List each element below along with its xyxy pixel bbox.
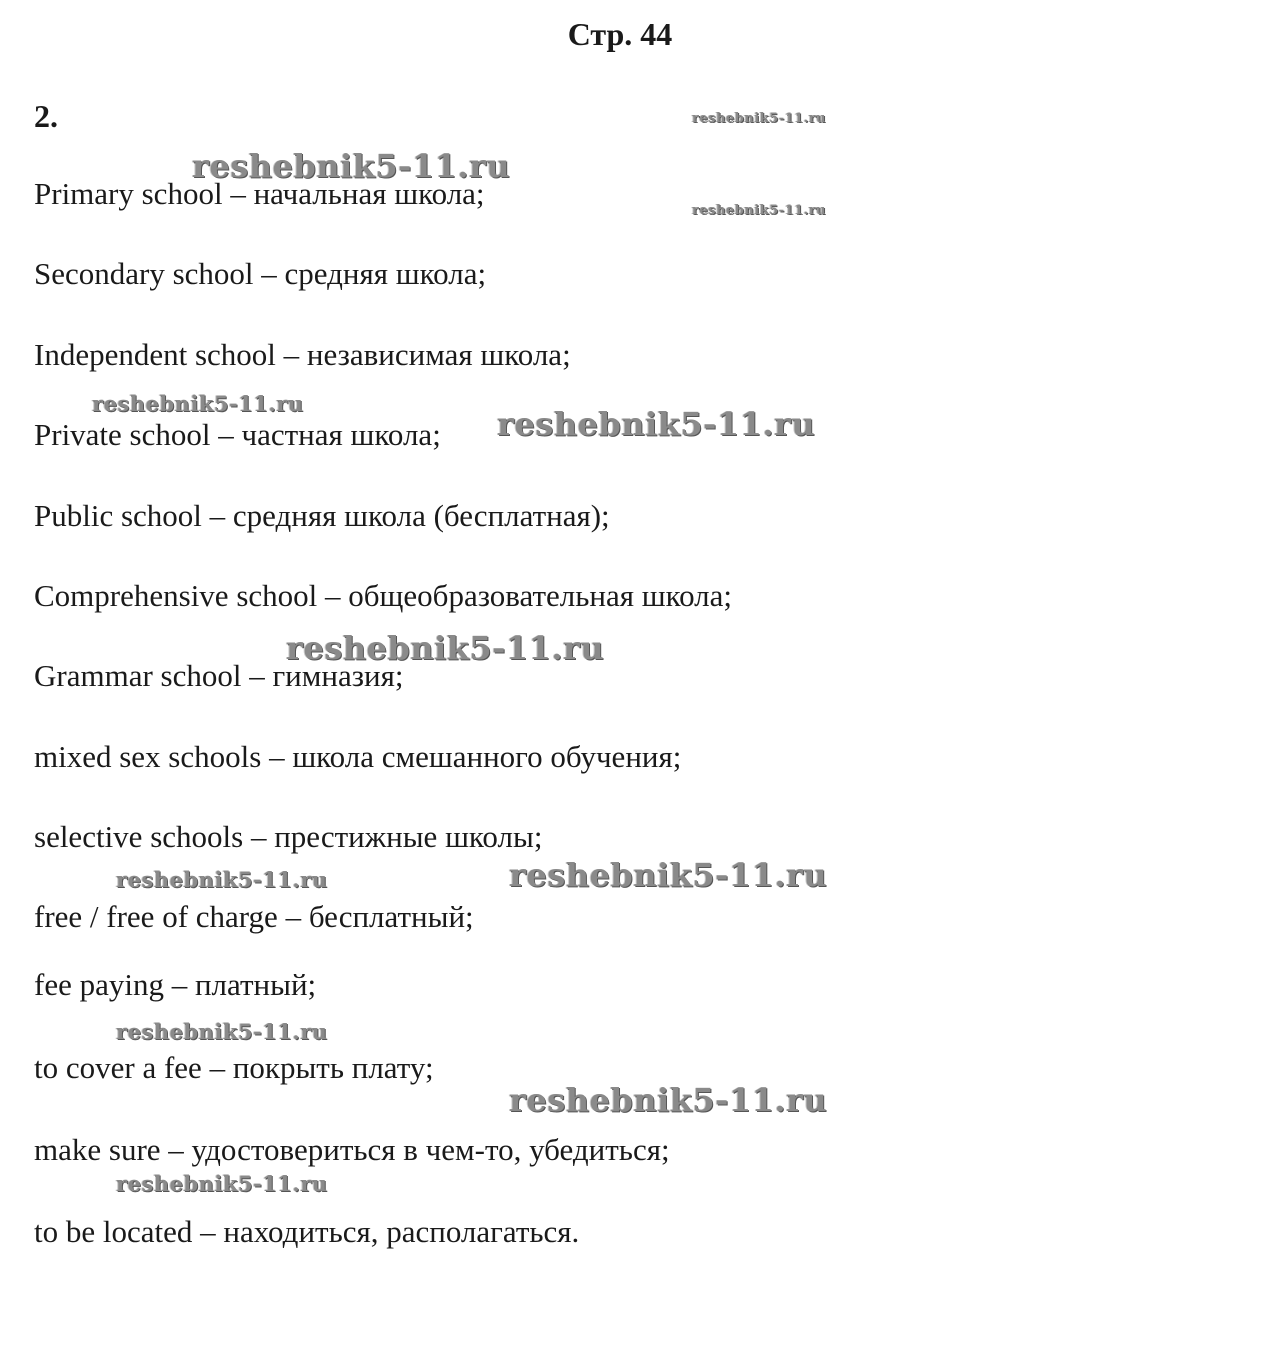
term: Comprehensive school <box>34 578 318 613</box>
watermark: reshebnik5-11.ru <box>116 1171 328 1196</box>
dash: – <box>283 337 300 372</box>
list-item <box>34 656 403 696</box>
dash: – <box>325 578 341 613</box>
term: Primary school <box>34 176 223 211</box>
dash: – <box>285 899 302 934</box>
watermark: reshebnik5-11.ru <box>692 203 827 218</box>
translation: находиться, располагаться. <box>223 1214 580 1249</box>
list-item <box>34 897 474 937</box>
translation: школа смешанного обучения; <box>292 739 682 774</box>
watermark: reshebnik5-11.ru <box>92 391 304 416</box>
dash: – <box>171 967 188 1002</box>
watermark: reshebnik5-11.ru <box>192 147 511 185</box>
watermark: reshebnik5-11.ru <box>286 629 605 667</box>
list-item <box>34 496 610 536</box>
watermark: reshebnik5-11.ru <box>509 1081 828 1119</box>
term: Independent school <box>34 337 276 372</box>
term: Secondary school <box>34 256 254 291</box>
term: Private school <box>34 417 211 452</box>
list-item <box>34 254 486 294</box>
watermark: reshebnik5-11.ru <box>692 111 827 126</box>
list-item <box>34 174 485 214</box>
list-item <box>34 737 681 777</box>
dash: – <box>250 819 267 854</box>
list-item <box>34 335 571 375</box>
translation: независимая школа; <box>306 337 571 372</box>
term: selective schools <box>34 819 244 854</box>
term: to cover a fee <box>34 1050 202 1085</box>
translation: престижные школы; <box>274 819 543 854</box>
translation: гимназия; <box>272 658 404 693</box>
list-item <box>34 817 542 857</box>
list-item <box>34 965 316 1005</box>
term: Public school <box>34 498 202 533</box>
watermark: reshebnik5-11.ru <box>116 1019 328 1044</box>
translation: покрыть плату; <box>232 1050 434 1085</box>
translation: удостовериться в чем-то, убедиться; <box>191 1132 670 1167</box>
dash: – <box>209 498 226 533</box>
term: mixed sex schools <box>34 739 262 774</box>
term: free / free of charge <box>34 899 278 934</box>
list-item <box>34 1130 670 1170</box>
term: to be located <box>34 1214 193 1249</box>
exercise-number: 2. <box>34 98 58 134</box>
list-item <box>34 415 441 455</box>
watermark: reshebnik5-11.ru <box>509 856 828 894</box>
term: fee paying <box>34 967 164 1002</box>
dash: – <box>218 417 234 452</box>
translation: бесплатный; <box>308 899 474 934</box>
translation: частная школа; <box>241 417 441 452</box>
page-title: Стр. 44 <box>567 16 673 52</box>
translation: средняя школа (бесплатная); <box>232 498 610 533</box>
translation: начальная школа; <box>253 176 485 211</box>
dash: – <box>269 739 285 774</box>
term: make sure <box>34 1132 161 1167</box>
dash: – <box>168 1132 184 1167</box>
list-item <box>34 576 732 616</box>
translation: общеобразовательная школа; <box>348 578 733 613</box>
list-item <box>34 1048 434 1088</box>
dash: – <box>230 176 246 211</box>
translation: платный; <box>194 967 317 1002</box>
dash: – <box>249 658 265 693</box>
dash: – <box>261 256 277 291</box>
dash: – <box>209 1050 226 1085</box>
translation: средняя школа; <box>284 256 487 291</box>
list-item <box>34 1212 579 1252</box>
watermark: reshebnik5-11.ru <box>116 867 328 892</box>
watermark: reshebnik5-11.ru <box>497 405 816 443</box>
term: Grammar school <box>34 658 242 693</box>
dash: – <box>200 1214 216 1249</box>
